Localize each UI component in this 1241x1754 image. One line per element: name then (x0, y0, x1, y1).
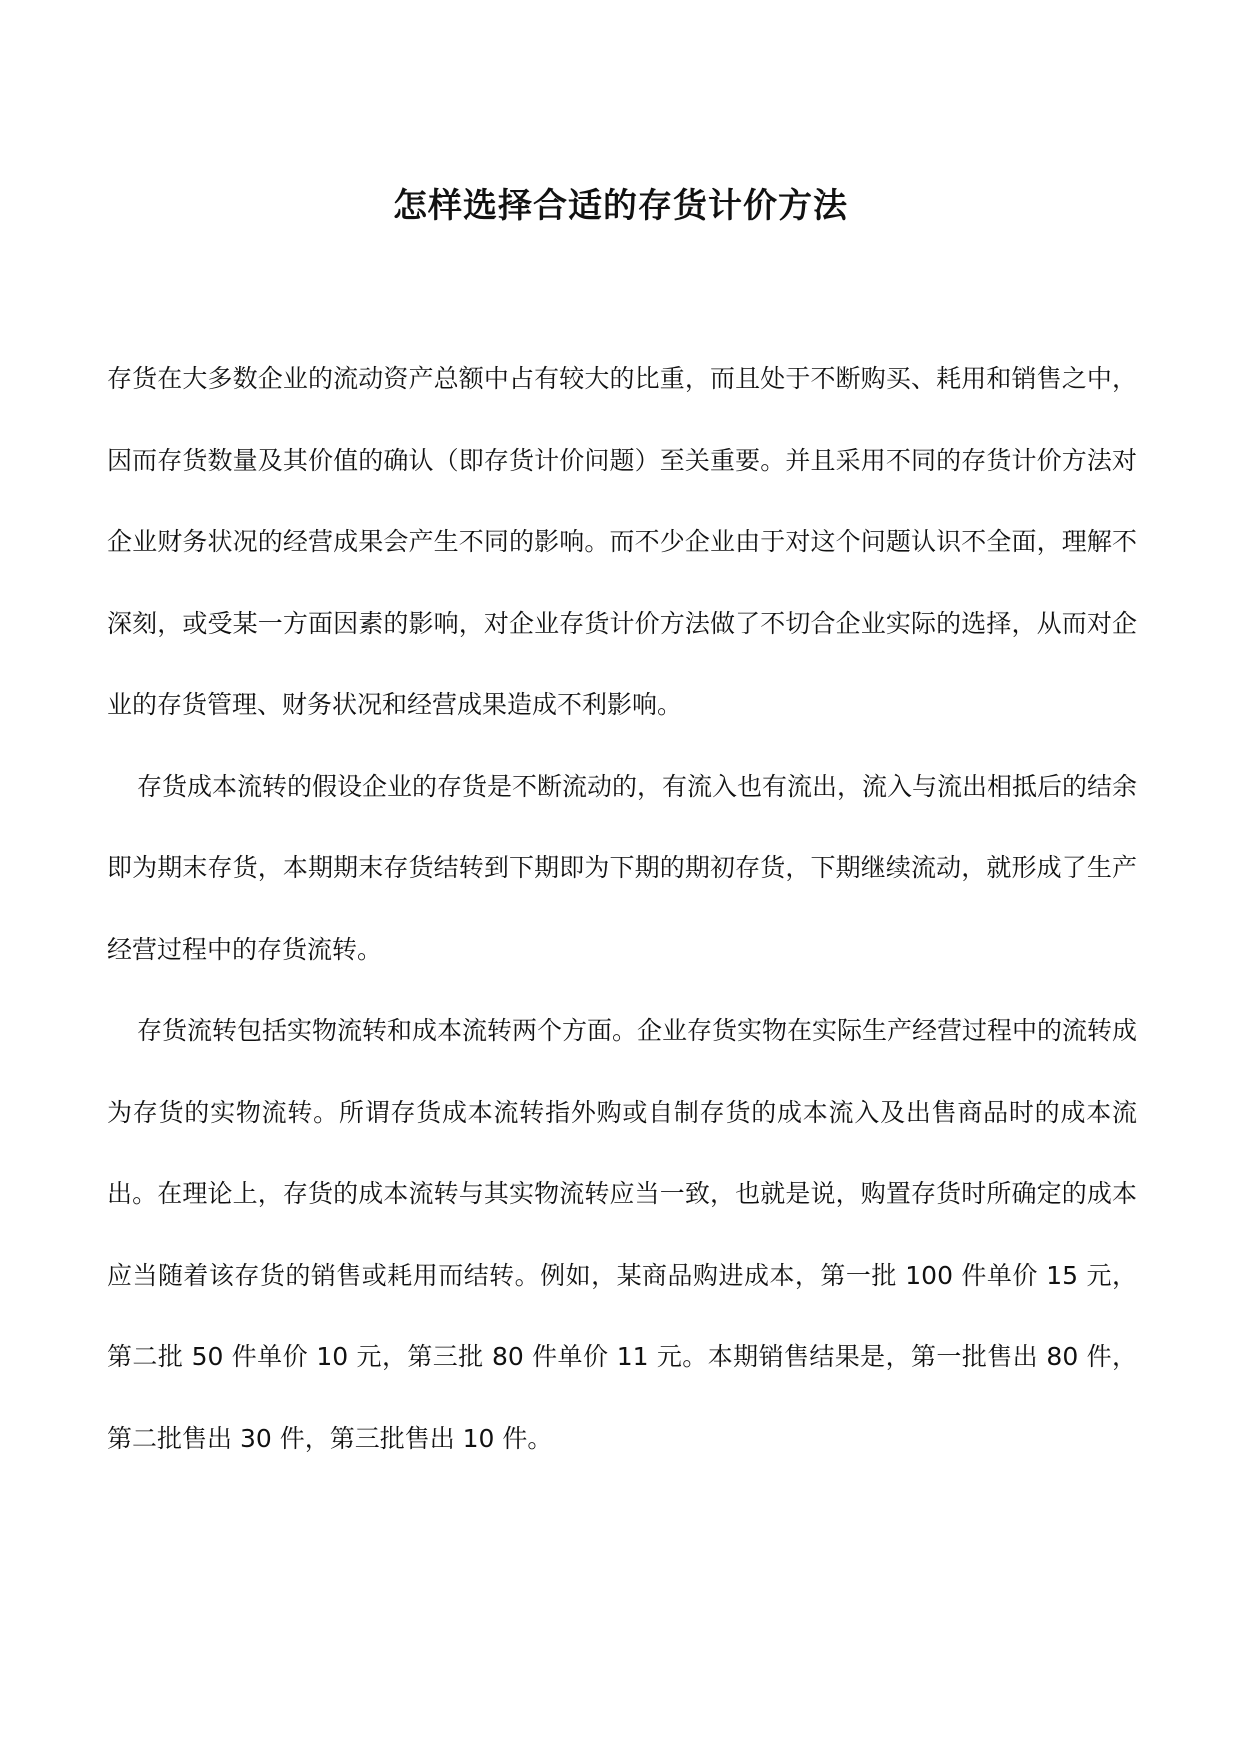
page-title: 怎样选择合适的存货计价方法 (393, 185, 848, 226)
document-body (107, 338, 1137, 1479)
paragraph-intro: 存货在大多数企业的流动资产总额中占有较大的比重，而且处于不断购买、耗用和销售之中，因而存货数量及其价值的确认（即存货计价问题）至关重要。并且采用不同的存货计价方法对企业财务状况的经营成果会产生不同的影响。而不少企业由于对这个问题认识不全面，理解不深刻，或受某一方面因素的影响，对企业存货计价方法做了不切合企业实际的选择，从而对企业的存货管理、财务状况和经营成果造成不利影响。 (107, 364, 1137, 719)
paragraph-cost-flow-assumption: 存货成本流转的假设企业的存货是不断流动的，有流入也有流出，流入与流出相抵后的结余即为期末存货，本期期末存货结转到下期即为下期的期初存货，下期继续流动，就形成了生产经营过程中的存货流转。 (107, 771, 1138, 964)
paragraph-inventory-flow: 存货流转包括实物流转和成本流转两个方面。企业存货实物在实际生产经营过程中的流转成为存货的实物流转。所谓存货成本流转指外购或自制存货的成本流入及出售商品时的成本流出。在理论上，存货的成本流转与其实物流转应当一致，也就是说，购置存货时所确定的成本应当随着该存货的销售或耗用而结转。例如，某商品购进成本，第一批 100 件单价 15 元，第二批 50 件单价 10 元，第三批 80 件单价 11 元。本期销售结果是，第一批售出 80 件，第二批售出 30 件，第三批售出 10 件。 (107, 1016, 1138, 1453)
